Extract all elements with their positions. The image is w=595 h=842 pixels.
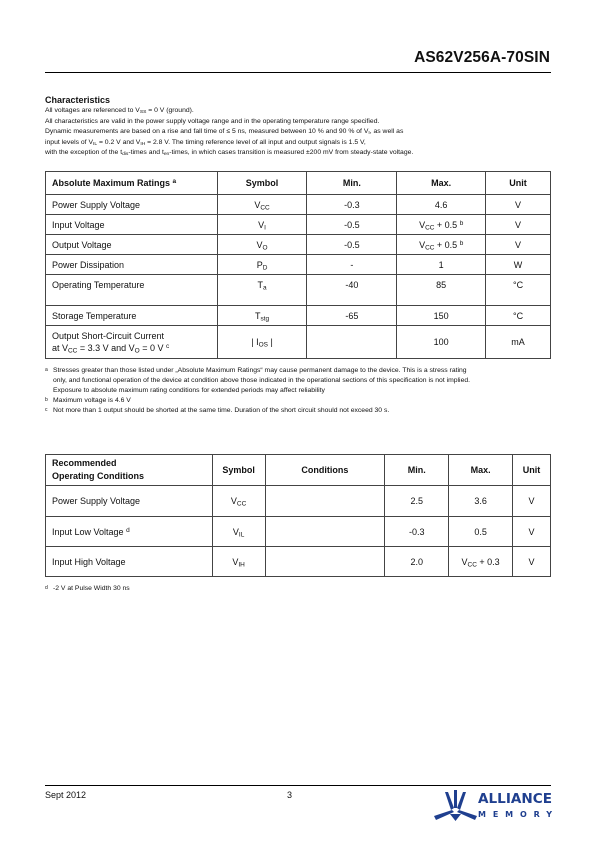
- param-cell: Power Dissipation: [46, 255, 218, 275]
- table-row: [46, 255, 551, 275]
- header-min: Min.: [385, 455, 449, 486]
- absolute-maximum-ratings-table: [45, 171, 551, 359]
- symbol-cell: $V_{CC}$: [212, 486, 265, 517]
- unit-cell: V: [486, 235, 551, 255]
- characteristics-section: [45, 95, 565, 159]
- param-cell: Power Supply Voltage: [46, 486, 213, 517]
- header-param: Recommended Operating Conditions: [46, 455, 213, 486]
- max-cell: 1: [397, 255, 486, 275]
- param-cell: Input Voltage: [46, 215, 218, 235]
- header-max: Max.: [449, 455, 513, 486]
- absolute-ratings-footnotes: [45, 366, 553, 416]
- characteristics-line-3: Dynamic measurements are based on a rise and fall time of ≤ 5 ns, measured between 10 % and 90 % of $V_I$, as well as: [45, 128, 404, 137]
- footnote-c: c Not more than 1 output should be shorted at the same time. Duration of the short circuit should not exceed 30 s.: [45, 407, 390, 414]
- table-row: [46, 275, 551, 306]
- param-cell: Operating Temperature: [46, 275, 218, 306]
- min-cell: -0.5: [307, 235, 397, 255]
- symbol-cell: | $I_{OS}$ |: [217, 326, 307, 359]
- footnote-a: a Stresses greater than those listed under „Absolute Maximum Ratings“ may cause permanent damage to the device. This is a stress rating only, and functional operation of the device at condition above those indicated in the operational sections of this specification is not implied. Exposure to absolute maximum rating conditions for extended periods may affect reliability: [45, 367, 471, 394]
- characteristics-heading: Characteristics: [45, 95, 111, 105]
- unit-cell: mA: [486, 326, 551, 359]
- logo-text-memory: MEMORY: [478, 810, 552, 819]
- max-cell: 0.5: [449, 517, 513, 547]
- table-row: [46, 195, 551, 215]
- param-cell: Power Supply Voltage: [46, 195, 218, 215]
- page-number: 3: [287, 790, 293, 800]
- min-cell: -0.3: [385, 517, 449, 547]
- symbol-cell: $V_I$: [217, 215, 307, 235]
- conditions-cell: [265, 547, 385, 577]
- min-cell: 2.0: [385, 547, 449, 577]
- footer-divider: [45, 785, 551, 786]
- symbol-cell: $V_O$: [217, 235, 307, 255]
- min-cell: [307, 326, 397, 359]
- recommended-conditions-footnotes: [45, 584, 553, 594]
- table-row: [46, 326, 551, 359]
- symbol-cell: $V_{CC}$: [217, 195, 307, 215]
- header-symbol: Symbol: [212, 455, 265, 486]
- header-conditions: Conditions: [265, 455, 385, 486]
- header-unit: Unit: [513, 455, 551, 486]
- max-cell: $V_{CC} + 0.5$ $^b$: [397, 235, 486, 255]
- footer-date: Sept 2012: [45, 790, 87, 800]
- unit-cell: V: [486, 195, 551, 215]
- param-cell: Input High Voltage: [46, 547, 213, 577]
- symbol-cell: $V_{IL}$: [212, 517, 265, 547]
- unit-cell: °C: [486, 306, 551, 326]
- table-header-row: [46, 172, 551, 195]
- param-cell: Input Low Voltage $^d$: [46, 517, 213, 547]
- max-cell: 150: [397, 306, 486, 326]
- table-row: [46, 215, 551, 235]
- min-cell: -0.5: [307, 215, 397, 235]
- recommended-operating-conditions-table: [45, 454, 551, 577]
- alliance-memory-logo: [432, 788, 554, 824]
- logo-text-alliance: ALLIANCE: [478, 792, 552, 807]
- characteristics-line-2: All characteristics are valid in the power supply voltage range and in the operating temperature range specified.: [45, 117, 380, 125]
- symbol-cell: $P_D$: [217, 255, 307, 275]
- conditions-cell: [265, 517, 385, 547]
- header-divider: [45, 72, 551, 73]
- min-cell: 2.5: [385, 486, 449, 517]
- symbol-cell: $T_a$: [217, 275, 307, 306]
- table-row: [46, 547, 551, 577]
- unit-cell: V: [513, 547, 551, 577]
- table-row: [46, 235, 551, 255]
- param-cell: Storage Temperature: [46, 306, 218, 326]
- unit-cell: V: [513, 517, 551, 547]
- table-row: [46, 486, 551, 517]
- max-cell: 4.6: [397, 195, 486, 215]
- header-symbol: Symbol: [217, 172, 307, 195]
- header-max: Max.: [397, 172, 486, 195]
- footnote-d: d -2 V at Pulse Width 30 ns: [45, 585, 130, 592]
- conditions-cell: [265, 486, 385, 517]
- symbol-cell: $V_{IH}$: [212, 547, 265, 577]
- min-cell: -65: [307, 306, 397, 326]
- table-header-row: [46, 455, 551, 486]
- header-min: Min.: [307, 172, 397, 195]
- param-cell: Output Short-Circuit Current at $V_{CC} = 3.3$ V and $V_O = 0$ V $^c$: [46, 326, 218, 359]
- unit-cell: W: [486, 255, 551, 275]
- footnote-b: b Maximum voltage is 4.6 V: [45, 397, 131, 404]
- header-unit: Unit: [486, 172, 551, 195]
- min-cell: -0.3: [307, 195, 397, 215]
- max-cell: 100: [397, 326, 486, 359]
- document-part-number: AS62V256A-70SIN: [414, 49, 550, 66]
- symbol-cell: $T_{stg}$: [217, 306, 307, 326]
- unit-cell: °C: [486, 275, 551, 306]
- unit-cell: V: [486, 215, 551, 235]
- characteristics-line-4: input levels of $V_{IL} = 0.2$ V and $V_{IH} = 2.8$ V. The timing reference level of all input and output signals is 1.5 V,: [45, 138, 366, 147]
- table-row: [46, 517, 551, 547]
- max-cell: $V_{CC} + 0.5$ $^b$: [397, 215, 486, 235]
- max-cell: $V_{CC} + 0.3$: [449, 547, 513, 577]
- param-cell: Output Voltage: [46, 235, 218, 255]
- min-cell: -: [307, 255, 397, 275]
- characteristics-line-5: with the exception of the $t_{dis}$-times and $t_{en}$-times, in which cases transition is measured ±200 mV from steady-state voltage.: [45, 149, 414, 158]
- max-cell: 3.6: [449, 486, 513, 517]
- header-param: Absolute Maximum Ratings $^a$: [46, 172, 218, 195]
- logo-mark-icon: [434, 790, 477, 821]
- characteristics-line-1: All voltages are referenced to $V_{SS} = 0$ V (ground).: [45, 107, 194, 116]
- min-cell: -40: [307, 275, 397, 306]
- unit-cell: V: [513, 486, 551, 517]
- max-cell: 85: [397, 275, 486, 306]
- table-row: [46, 306, 551, 326]
